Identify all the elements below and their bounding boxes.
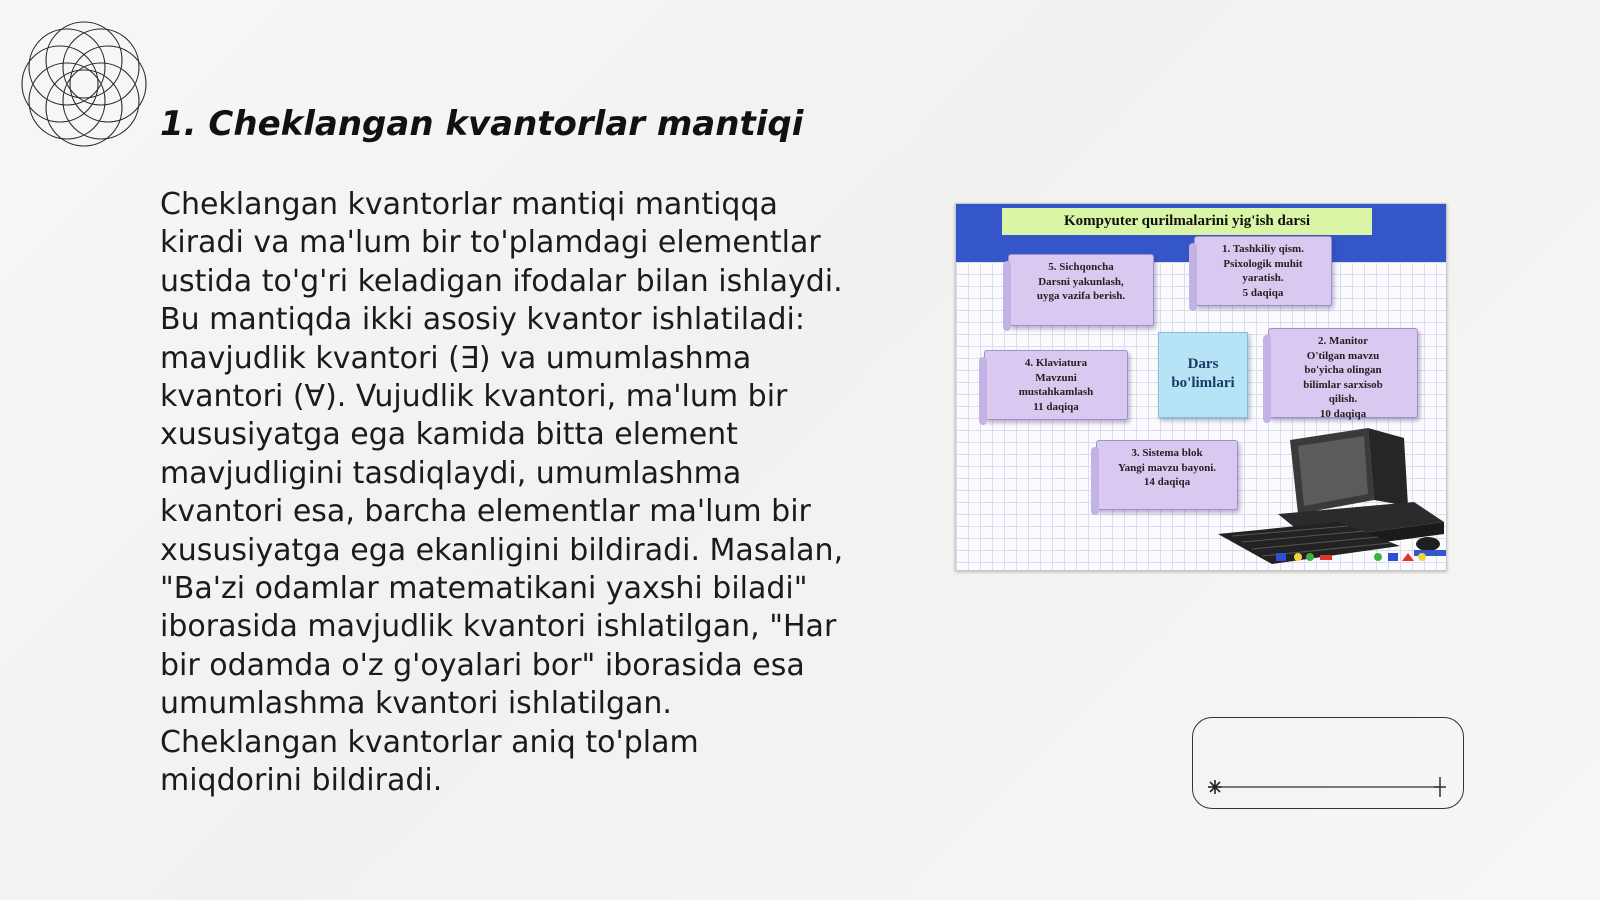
card-sichqoncha [1008, 254, 1154, 326]
sparkle-icon [1208, 780, 1222, 794]
center-card: Dars bo'limlari [1158, 332, 1248, 418]
card-manitor [1268, 328, 1418, 418]
body-paragraph: Cheklangan kvantorlar mantiqi mantiqqa kiradi va ma'lum bir to'plamdagi elementlar ustida to'g'ri keladigan ifodalar bilan ishlaydi. Bu mantiqda ikki asosiy kvantor ishlatiladi: mavjudlik kvantori (∃) va umumlashma kvantori (∀). Vujudlik kvantori, ma'lum bir xususiyatga ega kamida bitta element mavjudligini tasdiqlaydi, umumlashma kvantori esa, barcha elementlar ma'lum bir xususiyatga ega ekanligini bildiradi. Masalan, "Ba'zi odamlar matematikani yaxshi biladi" iborasida mavjudlik kvantori ishlatilgan, "Har bir odamda o'z g'oyalari bor" iborasida esa umumlashma kvantori ishlatilgan. Cheklangan kvantorlar aniq to'plam miqdorini bildiradi. [160, 187, 844, 799]
card-sistema-blok [1096, 440, 1238, 510]
page-title: 1. Cheklangan kvantorlar mantiqi [160, 104, 804, 144]
plus-end-icon [1434, 777, 1446, 797]
card-sichqoncha-label: 5. Sichqoncha Darsni yakunlash, uyga vazifa berish. [1036, 261, 1126, 302]
card-tashkiliy [1194, 236, 1332, 306]
decorative-frame [1192, 717, 1464, 809]
image-title: Kompyuter qurilmalarini yig'ish darsi [1002, 208, 1372, 235]
card-tashkiliy-label: 1. Tashkiliy qism. Psixologik muhit yaratish. 5 daqiqa [1222, 243, 1304, 299]
card-sistema-blok-label: 3. Sistema blok Yangi mavzu bayoni. 14 daqiqa [1117, 447, 1217, 488]
interlocking-circles-icon [10, 10, 158, 158]
colored-blocks-decoration [1276, 551, 1446, 563]
card-klaviatura [984, 350, 1128, 420]
computer-illustration [1218, 422, 1446, 570]
card-klaviatura-label: 4. Klaviatura Mavzuni mustahkamlash 11 daqiqa [1018, 357, 1094, 413]
lesson-plan-image [955, 203, 1447, 571]
decorative-line [1192, 717, 1464, 809]
card-manitor-label: 2. Manitor O'tilgan mavzu bo'yicha olingan bilimlar sarxisob qilish. 10 daqiqa [1303, 335, 1383, 420]
